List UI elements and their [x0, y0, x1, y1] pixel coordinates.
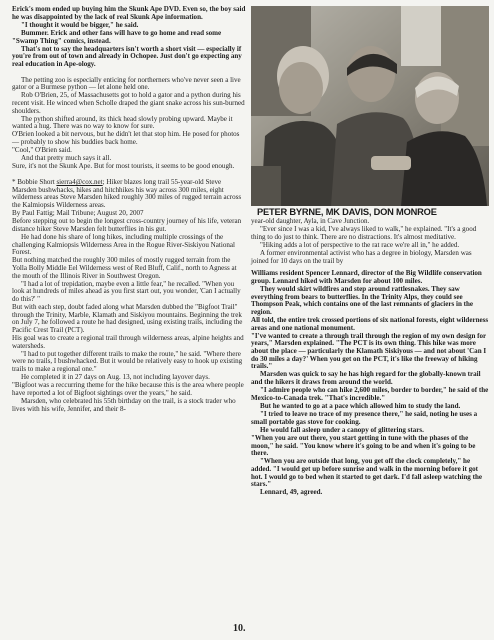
story-paragraph: His goal was to create a regional trail through wilderness areas, alpine heights and watersheds.	[12, 334, 244, 350]
story-paragraph: The python shifted around, its thick head slowly probing upward. Maybe it wanted a hug. There was no way to know for sure.	[12, 114, 233, 131]
story-paragraph: That's not to say the headquarters isn't worth a short visit — especially if you're from out of town and already in Ochopee. Just don't go expecting any real education in Ape-ology.	[12, 44, 242, 68]
left-column	[12, 6, 246, 414]
story-paragraph: Bummer. Erick and other fans will have to go home and read some "Swamp Thing" comics, instead.	[12, 28, 222, 45]
email-link[interactable]: sierra4@cox.net	[56, 178, 103, 186]
story-paragraph: Before stepping out to begin the longest cross-country journey of his life, veteran distance hiker Steve Marsden felt butterflies in his gut.	[12, 217, 242, 233]
story-paragraph: All told, the entire trek crossed portions of six national forests, eight wilderness areas and one national monument.	[251, 316, 489, 332]
story-paragraph: But nothing matched the roughly 300 miles of mostly rugged terrain from the Yolla Bolly Middle Eel Wilderness west of Red Bluff, Calif., north to Agness at the mouth of the Illinois River in Southwest Oregon.	[12, 256, 237, 280]
story-paragraph: Rob O'Brien, 25, of Massachusetts got to hold a gator and a python during his recent visit. He winced when Scholle draped the giant snake across his sun-burned shoulders.	[12, 91, 245, 115]
story-paragraph: "I thought it would be bigger," he said.	[21, 20, 139, 29]
story-paragraph: Lennard, 49, agreed.	[260, 488, 323, 497]
story-paragraph: They would skirt wildfires and step around rattlesnakes. They saw everything from bears to butterflies. In the Trinity Alps, they could see Thompson Peak, which contains one of the last remnants of glaciers in the region.	[251, 285, 474, 316]
story-paragraph: He completed it in 27 days on Aug. 13, not including layover days.	[21, 373, 210, 382]
story-paragraph: But with each step, doubt faded along what Marsden dubbed the "Bigfoot Trail" through the Trinity, Marble, Klamath and Siskiyou mountains. Beginning the trek on July 7, he followed a route he had designed, using existing trails, including the Pacific Crest Trail (PCT).	[12, 303, 243, 334]
story-paragraph: He had done his share of long hikes, including multiple crossings of the challenging Kalmiopsis Wilderness Area in the Rogue River-Siskiyou National Forest.	[12, 232, 235, 257]
story-paragraph: "When you are out there, you start getting in tune with the phases of the moon," he said. "You know where it's going to be and when it's going to be there.	[251, 433, 476, 458]
story-paragraph: "I had a lot of trepidation, maybe even a little fear," he recalled. "When you look at hundreds of miles ahead as you first start out, you wonder, 'Can I actually do this?' "	[12, 279, 241, 303]
story-paragraph: The petting zoo is especially enticing for northerners who've never seen a live gator or a Burmese python — let alone held one.	[12, 75, 241, 92]
headline-prefix: * Bobbie Short	[12, 178, 57, 186]
story-paragraph: A former environmental activist who has a degree in biology, Marsden was joined for 10 days on the trail by	[251, 249, 472, 265]
story-paragraph: Sure, it's not the Skunk Ape. But for most tourists, it seems to be good enough.	[12, 162, 235, 171]
story-paragraph: "Hiking adds a lot of perspective to the rat race we're all in," he added.	[260, 240, 460, 249]
story-paragraph: "I had to put together different trails to make the route," he said. "Where there were no trails, I bushwhacked. But it would be relatively easy to hook up existing trails to make a regional one."	[12, 349, 243, 373]
story-paragraph: "Bigfoot was a reccurring theme for the hike because this is the area where people have reported a lot of Bigfoot sightings over the years," he said.	[12, 381, 244, 397]
story-paragraph: "Ever since I was a kid, I've always liked to walk," he explained. "It's a good thing to do just to think. There are no distractions. It's almost meditative.	[251, 225, 477, 241]
right-column	[251, 6, 489, 497]
article-headline	[12, 179, 246, 210]
story-paragraph: "I tried to leave no trace of my presence there," he said, noting he uses a small portable gas stove for cooking.	[251, 410, 478, 426]
byline: By Paul Fattig; Mail Tribune; August 20, 2007	[12, 209, 144, 217]
story-paragraph: And that pretty much says it all.	[21, 154, 112, 163]
story-paragraph: Erick's mom ended up buying him the Skunk Ape DVD. Even so, the boy said he was disappointed by the lack of real Skunk Ape information.	[12, 5, 246, 21]
headline-text: ; Hiker blazes long trail 55-year-old Steve Marsden bushwhacks, hikes and hitchhikes his way across 300 miles, eight wilderness areas Steve Marsden hiked roughly 300 miles of rugged terrain across the Kalmiopsis Wilderness areas.	[12, 178, 242, 209]
story-paragraph: Williams resident Spencer Lennard, director of the Big Wildlife conservation group. Lennard hiked with Marsden for about 100 miles.	[251, 269, 482, 285]
story-paragraph: Marsden, who celebrated his 55th birthday on the trail, is a stock trader who lives with his wife, Jennifer, and their 8-	[12, 397, 236, 413]
story-paragraph: Marsden was quick to say he has high regard for the globally-known trail and the hikers it draws from around the world.	[251, 370, 481, 386]
story-paragraph: He would fall asleep under a canopy of glittering stars.	[260, 425, 424, 434]
story-paragraph: O'Brien looked a bit nervous, but he didn't let that stop him. He posed for photos — probably to show his buddies back home.	[12, 130, 240, 146]
story-paragraph: But he wanted to go at a pace which allowed him to study the land.	[260, 401, 461, 410]
group-photo	[251, 6, 489, 206]
story-paragraph: "I've wanted to create a through trail through the region of my own design for years," Marsden explained. "The PCT is its own thing. This hike was more about the place — particularly the Klamath Siskiyous — and not about 'Can I do 30 miles a day?' When you get on the PCT, it's like the freeway of hiking trails."	[251, 331, 487, 371]
story-paragraph: year-old daughter, Ayla, in Cave Junction.	[251, 217, 370, 225]
story-paragraph: "I admire people who can hike 2,600 miles, border to border," he said of the Mexico-to-Canada trek. "That's incredible."	[251, 386, 489, 402]
photo-image	[251, 6, 489, 206]
photo-caption: PETER BYRNE, MK DAVIS, DON MONROE	[257, 207, 437, 217]
story-paragraph: "When you are outside that long, you get off the clock completely," he added. "I would get up before sunrise and walk in the morning before it got hot. I would go to bed when it started to get dark. I'd fall asleep watching the stars."	[251, 457, 482, 489]
page-number: 10.	[233, 623, 246, 634]
story-paragraph: "Cool," O'Brien said.	[12, 146, 72, 155]
